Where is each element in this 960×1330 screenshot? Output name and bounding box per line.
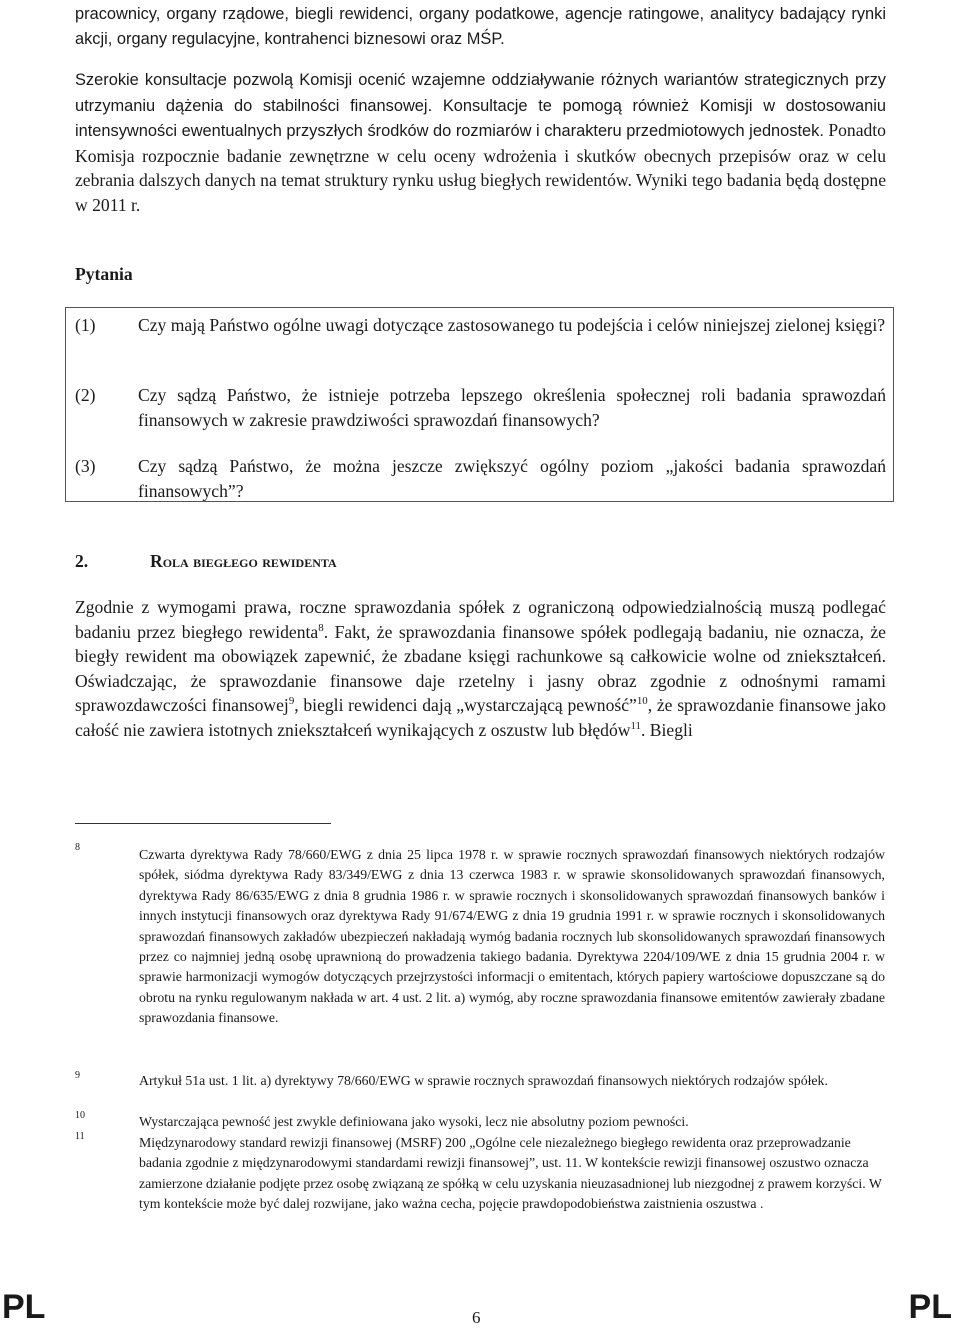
questions-heading: Pytania xyxy=(75,264,133,284)
footnote-number-10: 10 xyxy=(75,1110,85,1121)
question-text: Czy mają Państwo ogólne uwagi dotyczące zastosowanego tu podejścia i celów niniejszej zielonej księgi? xyxy=(138,315,886,335)
paragraph-consultation xyxy=(75,67,886,217)
footnote-ref-9[interactable]: 9 xyxy=(288,695,295,708)
footnote-number-8: 8 xyxy=(75,842,80,853)
text-segment: , że sprawozdanie finansowe jako całość nie zawiera istotnych zniekształceń wynikających z oszustw lub błędów xyxy=(75,695,886,740)
page-number: 6 xyxy=(472,1308,481,1327)
text-segment: Zgodnie z wymogami prawa, roczne sprawozdania spółek z ograniczoną odpowiedzialnością muszą podlegać badaniu przez biegłego rewidenta xyxy=(75,597,886,642)
footer-language-right: PL xyxy=(908,1288,952,1326)
paragraph-auditor-role xyxy=(75,595,886,742)
footnote-8: Czwarta dyrektywa Rady 78/660/EWG z dnia 25 lipca 1978 r. w sprawie rocznych sprawozdań finansowych niektórych rodzajów spółek, siódma dyrektywa Rady 83/349/EWG z dnia 13 czerwca 1983 r. w sprawie skonsolidowanych sprawozdań finansowych, dyrektywa Rady 86/635/EWG z dnia 8 grudnia 1986 r. w sprawie rocznych i skonsolidowanych sprawozdań finansowych banków i innych instytucji finansowych oraz dyrektywa Rady 91/674/EWG z dnia 19 grudnia 1991 r. w sprawie rocznych i skonsolidowanych sprawozdań finansowych zakładów ubezpieczeń nakładają wymóg badania rocznych lub skonsolidowanych sprawozdań finansowych przez co najmniej jedną osobę uprawnioną do prowadzenia takiego badania. Dyrektywa 2204/109/WE z dnia 15 grudnia 2004 r. w sprawie harmonizacji wymogów dotyczących przejrzystości informacji o emitentach, których papiery wartościowe dopuszczane są do obrotu na rynku regulowanym nakłada w art. 4 ust. 2 lit. a) wymóg, aby roczne sprawozdania finansowe emitentów zawierały zbadane sprawozdania finansowe. xyxy=(139,847,885,1026)
footnote-ref-8[interactable]: 8 xyxy=(318,621,324,634)
footnote-ref-11[interactable]: 11 xyxy=(630,719,641,732)
question-text: Czy sądzą Państwo, że istnieje potrzeba lepszego określenia społecznej roli badania sprawozdań finansowych w zakresie prawdziwości sprawozdań finansowych? xyxy=(138,385,886,430)
footnote-ref-10[interactable]: 10 xyxy=(636,695,648,708)
question-number: (2) xyxy=(75,385,96,405)
paragraph-stakeholders: pracownicy, organy rządowe, biegli rewidenci, organy podatkowe, agencje ratingowe, analitycy badający rynki akcji, organy regulacyjne, kontrahenci biznesowi oraz MŚP. xyxy=(75,5,886,48)
footnote-number-11: 11 xyxy=(75,1131,85,1142)
footnote-9: Artykuł 51a ust. 1 lit. a) dyrektywy 78/660/EWG w sprawie rocznych sprawozdań finansowych niektórych rodzajów spółek. xyxy=(139,1073,828,1088)
section-title: Rola biegłego rewidenta xyxy=(150,551,337,571)
question-text: Czy sądzą Państwo, że można jeszcze zwiększyć ogólny poziom „jakości badania sprawozdań finansowych”? xyxy=(138,456,886,501)
section-heading xyxy=(75,551,337,572)
paragraph-consultation-part1: Szerokie konsultacje pozwolą Komisji ocenić wzajemne oddziaływanie różnych wariantów strategicznych przy utrzymaniu dążenia do stabilności finansowej. Konsultacje te pomogą również Komisji w dostosowaniu intensywności ewentualnych przyszłych środków do rozmiarów i charakteru przedmiotowych jednostek. xyxy=(75,71,886,140)
question-number: (3) xyxy=(75,456,96,476)
footnote-10: Wystarczająca pewność jest zwykle definiowana jako wysoki, lecz nie absolutny poziom pewności. xyxy=(139,1114,689,1129)
footnote-divider xyxy=(75,823,331,824)
text-segment: . Biegli xyxy=(640,719,693,740)
paragraph-consultation-part2: Ponadto Komisja rozpocznie badanie zewnętrzne w celu oceny wdrożenia i skutków obecnych przepisów oraz w celu zebrania dalszych danych na temat struktury rynku usług biegłych rewidentów. Wyniki tego badania będą dostępne w 2011 r. xyxy=(75,120,886,215)
section-number: 2. xyxy=(75,551,89,571)
text-segment: . Fakt, że sprawozdania finansowe spółek podlegają badaniu, nie oznacza, że biegły rewident ma obowiązek zapewnić, że zbadane księgi rachunkowe są całkowicie wolne od zniekształceń. Oświadczając, że sprawozdanie finansowe daje rzetelny i jasny obraz zgodnie z odnośnymi ramami sprawozdawczości finansowej xyxy=(75,621,886,715)
footer-language-left: PL xyxy=(2,1288,46,1326)
footnote-number-9: 9 xyxy=(75,1070,80,1081)
question-number: (1) xyxy=(75,315,96,335)
text-segment: , biegli rewidenci dają „wystarczającą pewność” xyxy=(294,695,637,715)
footnote-11: Międzynarodowy standard rewizji finansowej (MSRF) 200 „Ogólne cele niezależnego biegłego rewidenta oraz przeprowadzanie badania zgodnie z międzynarodowymi standardami rewizji finansowej”, ust. 11. W kontekście rewizji finansowej oszustwo oznacza zamierzone działanie podjęte przez osobę związaną ze spółką w celu uzyskania nieuzasadnionej lub niezgodnej z prawem korzyści. W tym kontekście może być dalej rozwijane, jako ważna cecha, pojęcie prawdopodobieństwa zaistnienia oszustwa . xyxy=(139,1135,882,1212)
